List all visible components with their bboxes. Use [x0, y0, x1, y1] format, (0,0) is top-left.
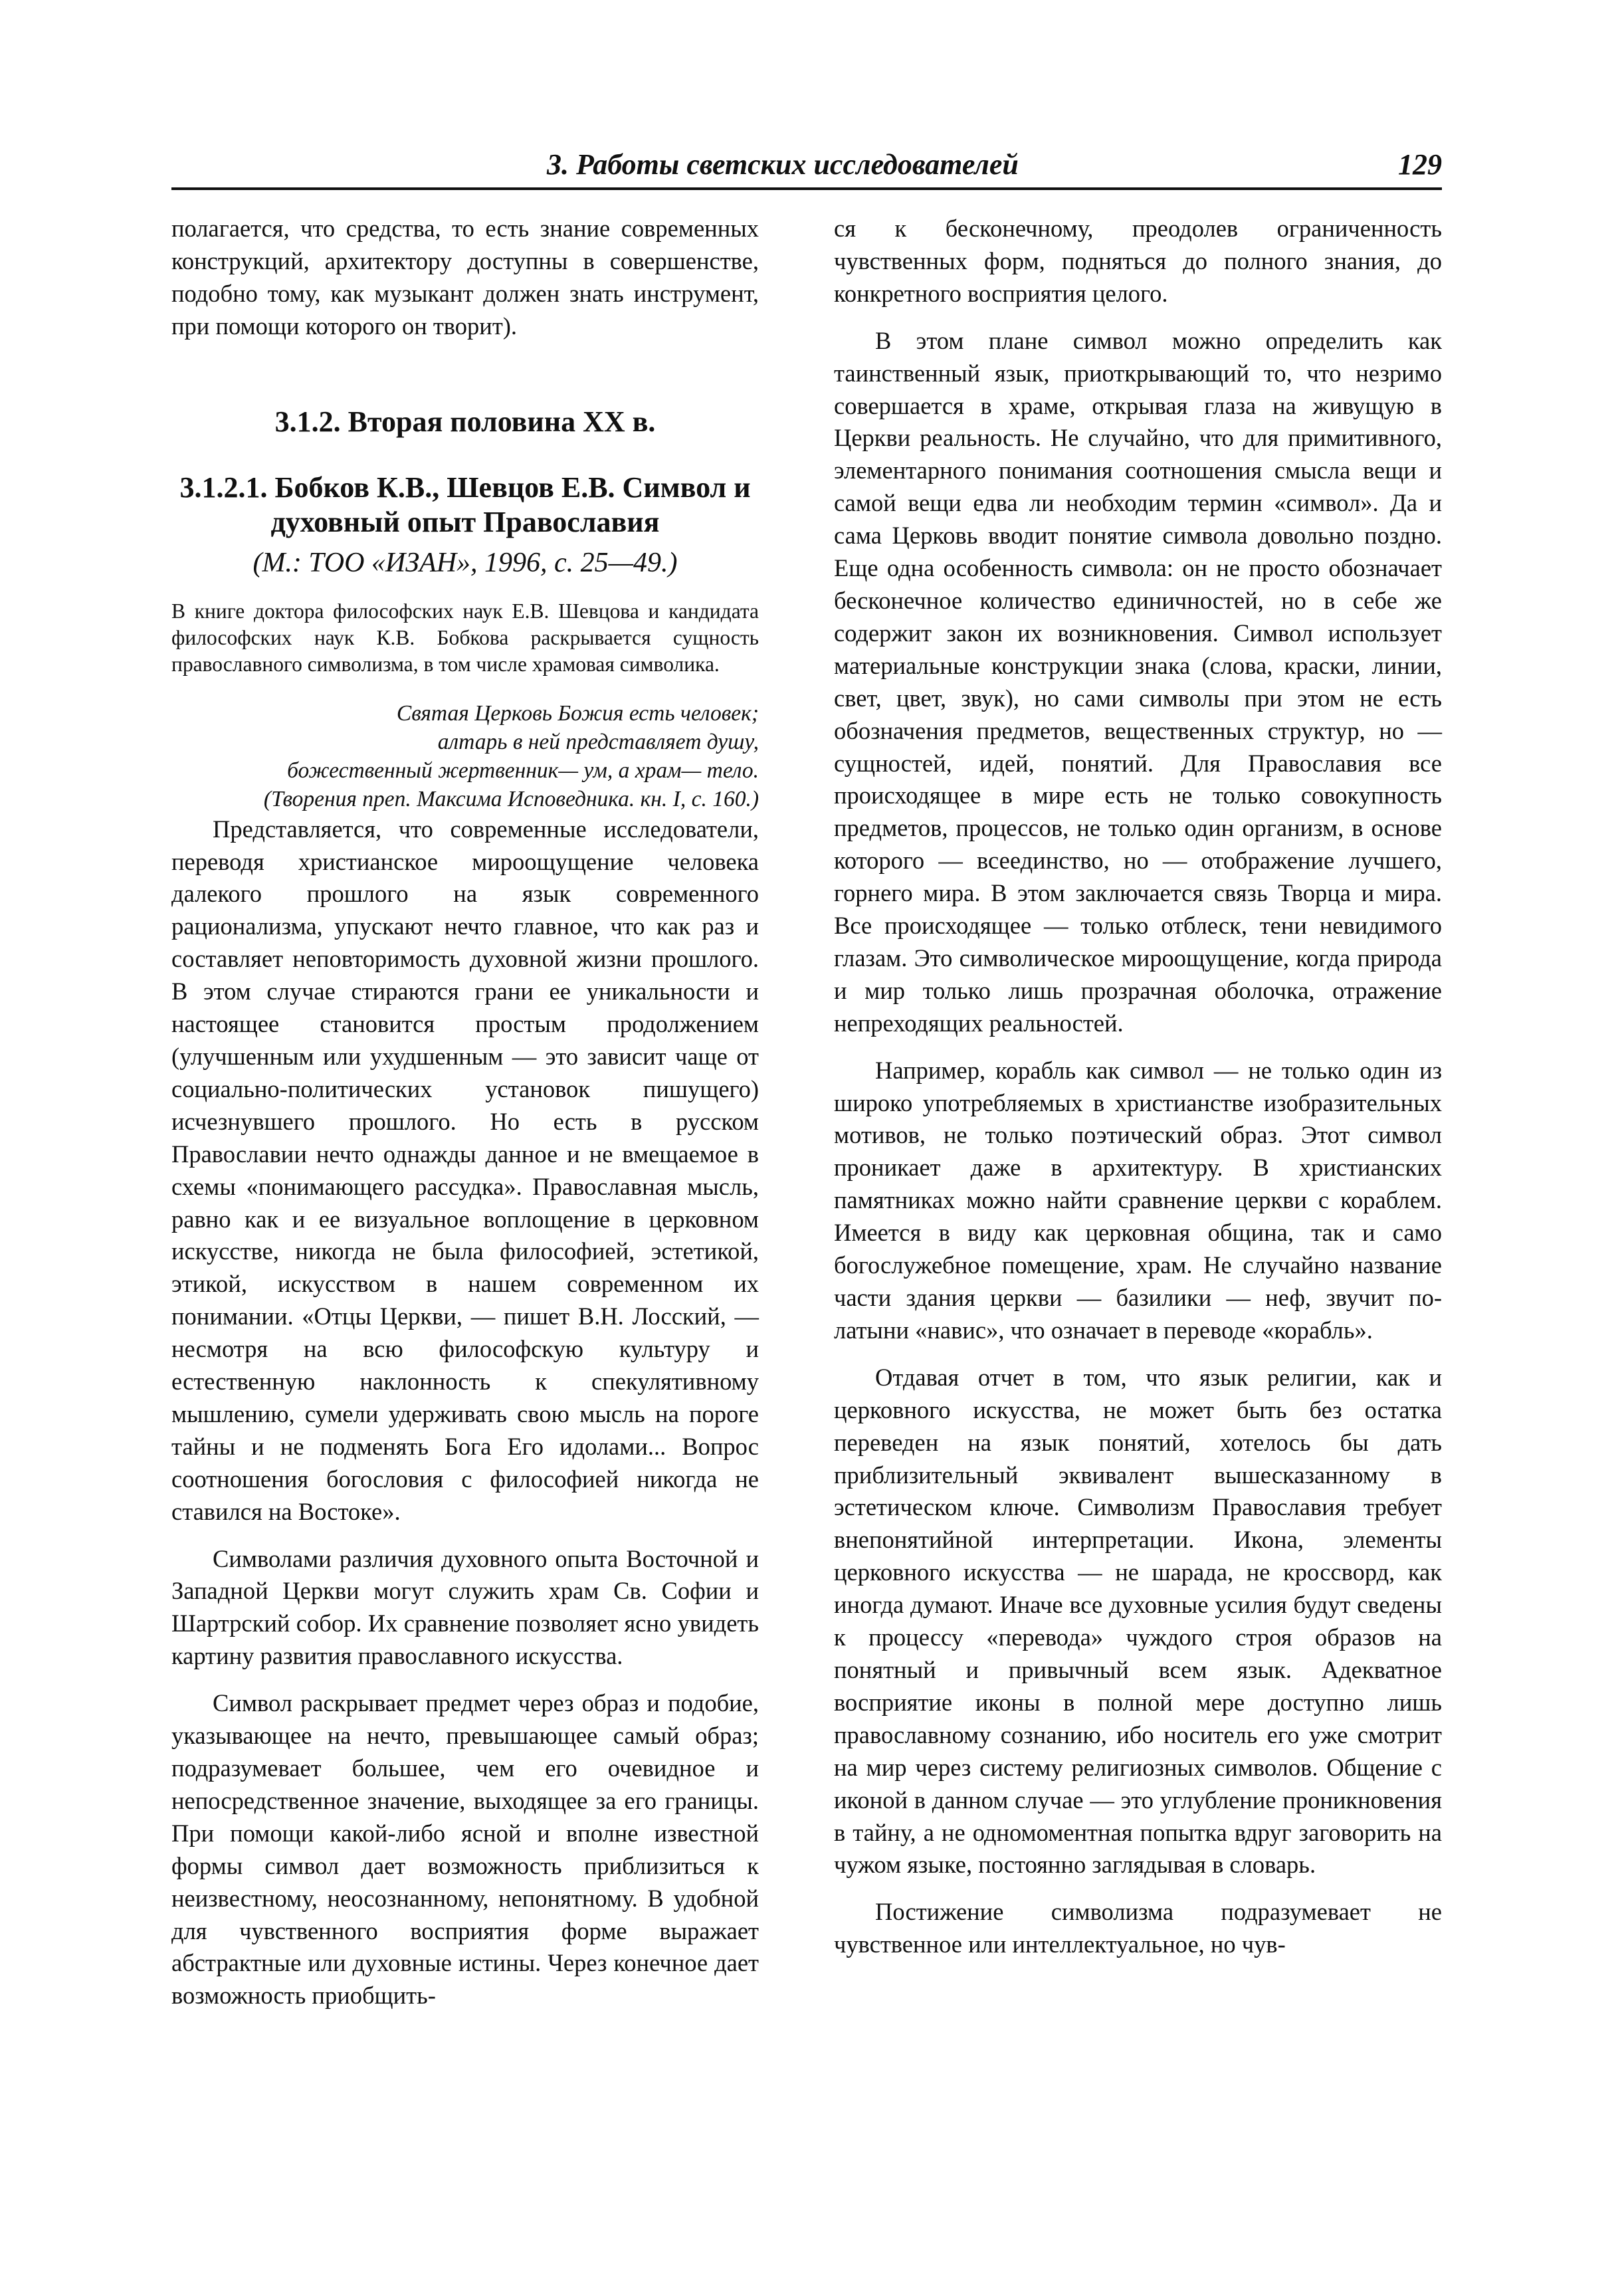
- epigraph-line: Святая Церковь Божия есть человек;: [396, 700, 759, 726]
- epigraph-source: (Творения преп. Максима Исповедника. кн. I, с. 160.): [263, 786, 759, 811]
- annotation: В книге доктора философских наук Е.В. Шевцова и кандидата философских наук К.В. Бобкова раскрывается сущность православного символизма, в том числе храмовая символика.: [171, 599, 759, 676]
- paragraph: Символами различия духовного опыта Восточной и Западной Церкви могут служить храм Св. Софии и Шартрский собор. Их сравнение позволяет ясно увидеть картину развития православного искусства.: [171, 1544, 759, 1670]
- paragraph: Например, корабль как символ — не только один из широко употребляемых в христианстве изобразительных мотивов, не только поэтический образ. Этот символ проникает даже в архитектуру. В христианских памятниках можно найти сравнение церкви с кораблем. Имеется в виду как церковная община, так и само богослужебное помещение, храм. Не случайно название части здания церкви — базилики — неф, звучит по-латыни «навис», что означает в переводе «корабль».: [834, 1056, 1442, 1344]
- paragraph: Символ раскрывает предмет через образ и подобие, указывающее на нечто, превышающее самый образ; подразумевает большее, чем его очевидное и непосредственное значение, выходящее за его границы. При помощи какой-либо ясной и вполне известной формы символ дает возможность приблизиться к неизвестному, неосознанному, непонятному. В удобной для чувственного восприятия форме выражает абстрактные или духовные истины. Через конечное дает возможность приобщить-: [171, 1689, 759, 2010]
- running-header-title: 3. Работы светских исследователей: [547, 148, 1019, 181]
- citation: (М.: ТОО «ИЗАН», 1996, с. 25—49.): [253, 547, 678, 578]
- right-column: [834, 213, 1442, 1961]
- paragraph: ся к бесконечному, преодолев ограниченность чувственных форм, подняться до полного знания, до конкретного восприятия целого.: [834, 215, 1442, 307]
- section-title: 3.1.2. Вторая половина XX в.: [274, 405, 656, 438]
- page-number: 129: [1398, 148, 1442, 181]
- epigraph-line: алтарь в ней представляет душу,: [437, 729, 759, 754]
- left-column: [171, 213, 759, 2012]
- paragraph: Постижение символизма подразумевает не чувственное или интеллектуальное, но чув-: [834, 1898, 1442, 1958]
- paragraph: Представляется, что современные исследователи, переводя христианское мироощущение человека далекого прошлого на язык современного рационализма, упускают нечто главное, что как раз и составляет неповторимость духовной жизни прошлого. В этом случае стираются грани ее уникальности и настоящее становится простым продолжением (улучшенным или ухудшенным — это зависит чаще от социально-политических установок пишущего) исчезнувшего прошлого. Но есть в русском Православии нечто однажды данное и не вмещаемое в схемы «понимающего рассудка». Православная мысль, равно как и ее визуальное воплощение в церковном искусстве, никогда не была философией, эстетикой, этикой, искусством в нашем современном их понимании. «Отцы Церкви, — пишет В.Н. Лосский, — несмотря на всю философскую культуру и естественную наклонность к спекулятивному мышлению, сумели удерживать свою мысль на пороге тайны и не подменять Бога Его идолами... Вопрос соотношения богословия с философией никогда не ставился на Востоке».: [171, 815, 759, 1525]
- epigraph: [171, 699, 759, 813]
- intro-paragraph: полагается, что средства, то есть знание современных конструкций, архитектору доступны в совершенстве, подобно тому, как музыкант должен знать инструмент, при помощи которого он творит).: [171, 215, 759, 340]
- subsection-title: 3.1.2.1. Бобков К.В., Шевцов Е.В. Символ и духовный опыт Православия: [179, 470, 751, 538]
- running-header: [171, 148, 1442, 190]
- paragraph: В этом плане символ можно определить как таинственный язык, приоткрывающий то, что незримо совершается в храме, открывая глаза на живущую в Церкви реальность. Не случайно, что для примитивного, элементарного понимания соотношения смысла вещи и самой вещи едва ли необходим термин «символ». Да и сама Церковь вводит понятие символа довольно поздно. Еще одна особенность символа: он не просто обозначает бесконечное количество единичностей, но в себе же содержит закон их возникновения. Символ использует материальные конструкции знака (слова, краски, линии, свет, цвет, звук), но сами символы при этом не есть обозначения предметов, вещественных структур, но — сущностей, идей, понятий. Для Православия все происходящее в мире есть не только совокупность предметов, процессов, не только один организм, в основе которого — всеединство, но — отображение лучшего, горнего мира. В этом заключается связь Творца и мира. Все происходящее — только отблеск, тени невидимого глазам. Это символическое мироощущение, когда природа и мир только лишь прозрачная оболочка, отражение непреходящих реальностей.: [834, 326, 1442, 1037]
- paragraph: Отдавая отчет в том, что язык религии, как и церковного искусства, не может быть без остатка переведен на язык понятий, хотелось бы дать приблизительный эквивалент вышесказанному в эстетическом ключе. Символизм Православия требует внепонятийной интерпретации. Икона, элементы церковного искусства — не шарада, не кроссворд, как иногда думают. Иначе все духовные усилия будут сведены к процессу «перевода» чуждого строя образов на понятный и привычный всем язык. Адекватное восприятие иконы в полной мере доступно лишь православному сознанию, ибо носитель его уже смотрит на мир через систему религиозных символов. Общение с иконой в данном случае — это углубление проникновения в тайну, а не одномоментная попытка вдруг заговорить на чужом языке, постоянно заглядывая в словарь.: [834, 1363, 1442, 1879]
- epigraph-line: божественный жертвенник— ум, а храм— тело.: [287, 758, 759, 783]
